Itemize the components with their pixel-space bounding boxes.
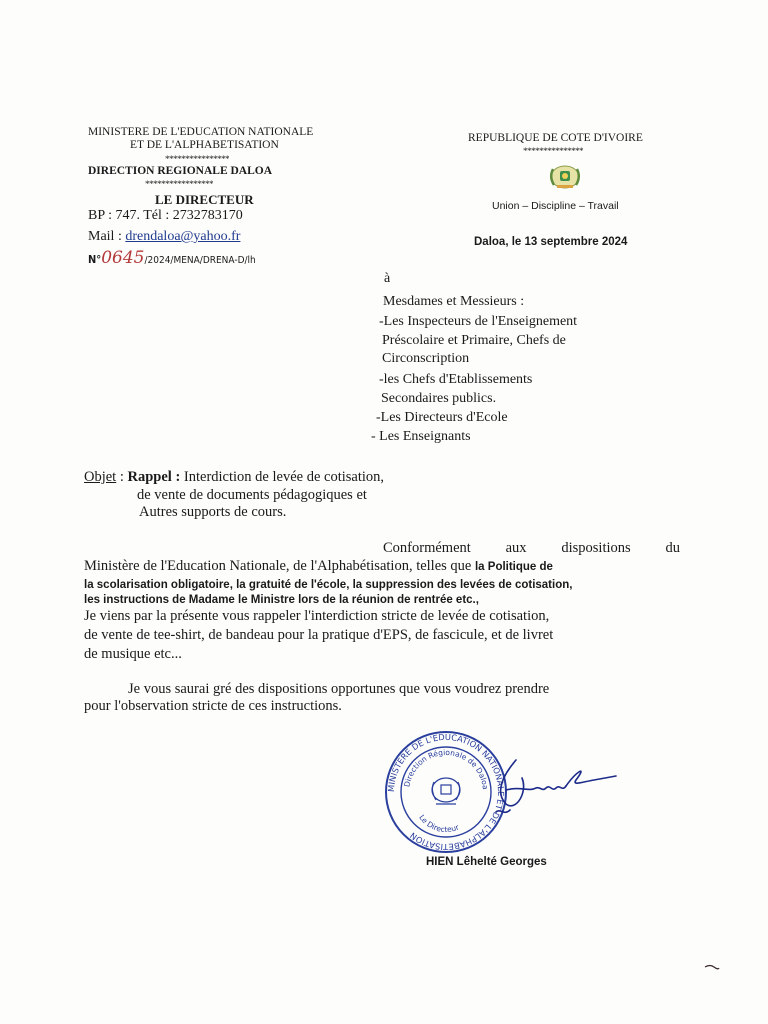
bp-tel: BP : 747. Tél : 2732783170 [88, 208, 243, 223]
body-word: aux [505, 540, 527, 556]
recipient-line: Circonscription [382, 351, 470, 366]
ink-mark [704, 958, 720, 966]
body-p1-line7: de musique etc... [84, 646, 182, 662]
national-motto: Union – Discipline – Travail [492, 200, 619, 212]
body-p1-line5: Je viens par la présente vous rappeler l'interdiction stricte de levée de cotisation, [84, 608, 550, 624]
stamp-emblem-icon [432, 778, 460, 804]
body-p1-line2 [84, 559, 553, 574]
body-word: dispositions [561, 540, 631, 556]
objet-text-1: Interdiction de levée de cotisation, [180, 469, 385, 485]
header-stars-2: ***************** [145, 179, 213, 189]
ref-prefix: N° [88, 253, 102, 266]
mail-link[interactable]: drendaloa@yahoo.fr [125, 229, 241, 244]
body-p1-line6: de vente de tee-shirt, de bandeau pour la pratique d'EPS, de fascicule, et de livret [84, 627, 554, 643]
ref-handwritten-number: 0645 [101, 248, 145, 268]
signature-icon [476, 752, 618, 822]
objet-keyword: Rappel : [127, 469, 181, 485]
stamp-outer-text: MINISTERE DE L'EDUCATION NATIONALE ET DE L'ALPHABETISATION [385, 731, 507, 853]
recipient-line: Secondaires publics. [381, 391, 497, 406]
coat-of-arms-icon [545, 163, 585, 191]
body-word: du [665, 540, 680, 556]
recipient-a: à [384, 271, 391, 286]
body-p1-line4: les instructions de Madame le Ministre lors de la réunion de rentrée etc., [84, 594, 479, 606]
objet-colon: : [116, 469, 128, 485]
objet-line1 [84, 470, 384, 485]
letter-date: Daloa, le 13 septembre 2024 [474, 236, 628, 248]
director-title: LE DIRECTEUR [155, 192, 254, 207]
republic-name: REPUBLIQUE DE COTE D'IVOIRE [468, 132, 643, 144]
stamp-inner-text: Direction Régionale de Daloa [402, 747, 490, 791]
body-word: Conformément [383, 540, 471, 556]
header-stars-1: **************** [165, 154, 229, 164]
body-text-bold: la Politique de [474, 561, 553, 573]
ref-suffix: /2024/MENA/DRENA-D/lh [144, 255, 256, 266]
stamp-bottom-text: Le Directeur [417, 813, 461, 835]
mail-label: Mail : [88, 229, 126, 244]
ministry-line1: MINISTERE DE L'EDUCATION NATIONALE [88, 126, 314, 138]
recipient-line: -Les Directeurs d'Ecole [376, 410, 508, 425]
recipient-line: Mesdames et Messieurs : [383, 294, 525, 309]
ministry-line2: ET DE L'ALPHABETISATION [130, 139, 279, 151]
body-p1-line3: la scolarisation obligatoire, la gratuité de l'école, la suppression des levées de cotisation, [84, 579, 573, 591]
direction-name: DIRECTION REGIONALE DALOA [88, 165, 273, 177]
mail-line [88, 229, 240, 245]
recipient-line: -Les Inspecteurs de l'Enseignement [379, 314, 578, 329]
objet-line3: Autres supports de cours. [139, 504, 287, 520]
body-p2-line1: Je vous saurai gré des dispositions opportunes que vous voudrez prendre [128, 681, 550, 697]
recipient-line: - Les Enseignants [371, 429, 471, 444]
objet-label: Objet [84, 469, 117, 485]
recipient-line: Préscolaire et Primaire, Chefs de [382, 333, 566, 348]
objet-line2: de vente de documents pédagogiques et [137, 487, 367, 503]
republic-stars: *************** [523, 146, 583, 156]
body-text-normal: Ministère de l'Education Nationale, de l'Alphabétisation, telles que [84, 558, 472, 574]
reference-number [88, 248, 256, 268]
signatory-name: HIEN Lêhelté Georges [426, 856, 547, 868]
recipient-line: -les Chefs d'Etablissements [379, 372, 533, 387]
body-p2-line2: pour l'observation stricte de ces instructions. [84, 698, 342, 714]
body-p1-line1 [383, 541, 680, 556]
